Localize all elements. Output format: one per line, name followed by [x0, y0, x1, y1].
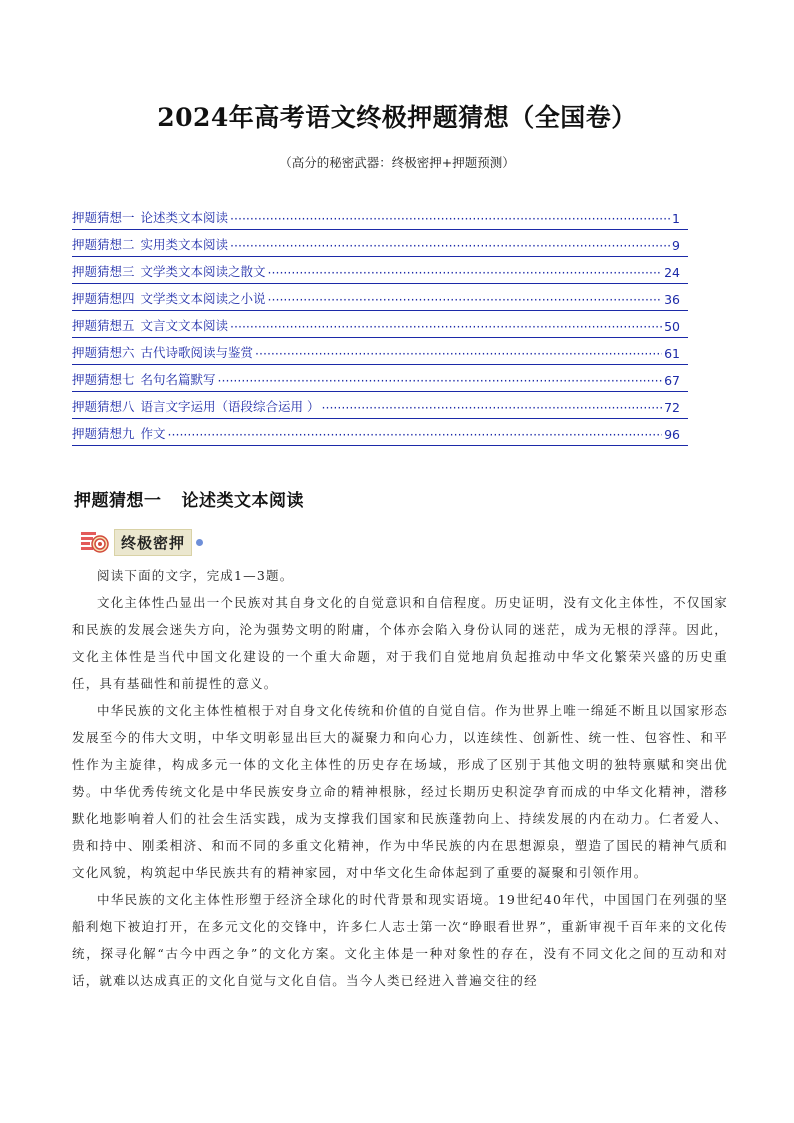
paragraph: 文化主体性凸显出一个民族对其自身文化的自觉意识和自信程度。历史证明，没有文化主体性，不仅国家和民族的发展会迷失方向，沦为强势文明的附庸，个体亦会陷入身份认同的迷茫，成为无根的浮萍。因此，文化主体性是当代中国文化建设的一个重大命题，对于我们自觉地肩负起推动中华文化繁荣兴盛的历史重任，具有基础性和前提性的意义。	[72, 595, 728, 691]
toc-item-number: 押题猜想三	[72, 264, 135, 279]
toc-item-page: 24	[664, 265, 680, 280]
toc-item-6[interactable]	[72, 338, 688, 365]
toc-leader-dots	[322, 400, 663, 415]
paragraph: 中华民族的文化主体性植根于对自身文化传统和价值的自觉自信。作为世界上唯一绵延不断且以国家形态发展至今的伟大文明，中华文明彰显出巨大的凝聚力和向心力，以连续性、创新性、统一性、包容性、和平性作为主旋律，构成多元一体的文化主体性的历史存在场域，形成了区别于其他文明的独特禀赋和突出优势。中华优秀传统文化是中华民族安身立命的精神根脉，经过长期历史积淀孕育而成的中华文化精神，潜移默化地影响着人们的社会生活实践，成为支撑我们国家和民族蓬勃向上、持续发展的内在动力。仁者爱人、贵和持中、刚柔相济、和而不同的多重文化精神，作为中华民族的内在思想源泉，塑造了国民的精神气质和文化风貌，构筑起中华民族共有的精神家园，对中华文化生命体起到了重要的凝聚和引领作用。	[72, 703, 728, 880]
toc-item-number: 押题猜想二	[72, 237, 135, 252]
toc-leader-dots	[230, 211, 670, 226]
section-number: 押题猜想一	[74, 491, 162, 511]
toc-item-number: 押题猜想一	[72, 210, 135, 225]
toc-item-number: 押题猜想九	[72, 426, 135, 441]
toc-item-number: 押题猜想七	[72, 372, 135, 387]
toc-leader-dots	[255, 346, 662, 361]
toc-leader-dots	[218, 373, 663, 388]
toc-item-page: 9	[672, 238, 680, 253]
banner-label: 终极密押	[114, 529, 192, 556]
toc-item-label: 语言文字运用（语段综合运用 ）	[140, 399, 320, 414]
article-body	[72, 562, 728, 994]
toc-item-7[interactable]	[72, 365, 688, 392]
toc-leader-dots	[230, 319, 662, 334]
table-of-contents	[72, 203, 688, 446]
toc-item-2[interactable]	[72, 230, 688, 257]
toc-item-page: 61	[664, 346, 680, 361]
toc-item-9[interactable]	[72, 419, 688, 446]
toc-item-page: 67	[664, 373, 680, 388]
target-board-icon	[80, 529, 110, 555]
toc-item-label: 古代诗歌阅读与鉴赏	[140, 345, 254, 360]
toc-item-page: 96	[664, 427, 680, 442]
toc-item-number: 押题猜想五	[72, 318, 135, 333]
toc-item-label: 论述类文本阅读	[140, 210, 229, 225]
toc-leader-dots	[268, 265, 663, 280]
toc-item-label: 文学类文本阅读之小说	[140, 291, 266, 306]
toc-item-number: 押题猜想八	[72, 399, 135, 414]
toc-item-label: 文言文文本阅读	[140, 318, 229, 333]
section-heading	[74, 486, 304, 511]
document-subtitle: （高分的秘密武器：终极密押+押题预测）	[279, 155, 515, 170]
toc-item-label: 作文	[140, 426, 166, 441]
banner-dot-icon	[196, 539, 203, 546]
document-title: 2024年高考语文终极押题猜想（全国卷）	[157, 103, 637, 132]
toc-item-number: 押题猜想四	[72, 291, 135, 306]
section-title: 论述类文本阅读	[181, 491, 304, 511]
paragraph: 阅读下面的文字，完成1—3题。	[97, 568, 294, 583]
paragraph: 中华民族的文化主体性形塑于经济全球化的时代背景和现实语境。19世纪40年代，中国国门在列强的坚船利炮下被迫打开，在多元文化的交锋中，许多仁人志士第一次“睁眼看世界”，重新审视千百年来的文化传统，探寻化解“古今中西之争”的文化方案。文化主体是一种对象性的存在，没有不同文化之间的互动和对话，就难以达成真正的文化自觉与文化自信。当今人类已经进入普遍交往的经	[72, 892, 728, 988]
toc-item-8[interactable]	[72, 392, 688, 419]
toc-item-page: 1	[672, 211, 680, 226]
toc-item-label: 文学类文本阅读之散文	[140, 264, 266, 279]
toc-item-page: 50	[664, 319, 680, 334]
toc-item-label: 名句名篇默写	[140, 372, 216, 387]
toc-item-page: 36	[664, 292, 680, 307]
toc-item-page: 72	[664, 400, 680, 415]
toc-item-4[interactable]	[72, 284, 688, 311]
toc-item-number: 押题猜想六	[72, 345, 135, 360]
toc-leader-dots	[268, 292, 663, 307]
toc-leader-dots	[168, 427, 663, 442]
toc-leader-dots	[230, 238, 670, 253]
toc-item-1[interactable]	[72, 203, 688, 230]
toc-item-5[interactable]	[72, 311, 688, 338]
toc-item-3[interactable]	[72, 257, 688, 284]
toc-item-label: 实用类文本阅读	[140, 237, 229, 252]
section-banner	[80, 527, 203, 557]
